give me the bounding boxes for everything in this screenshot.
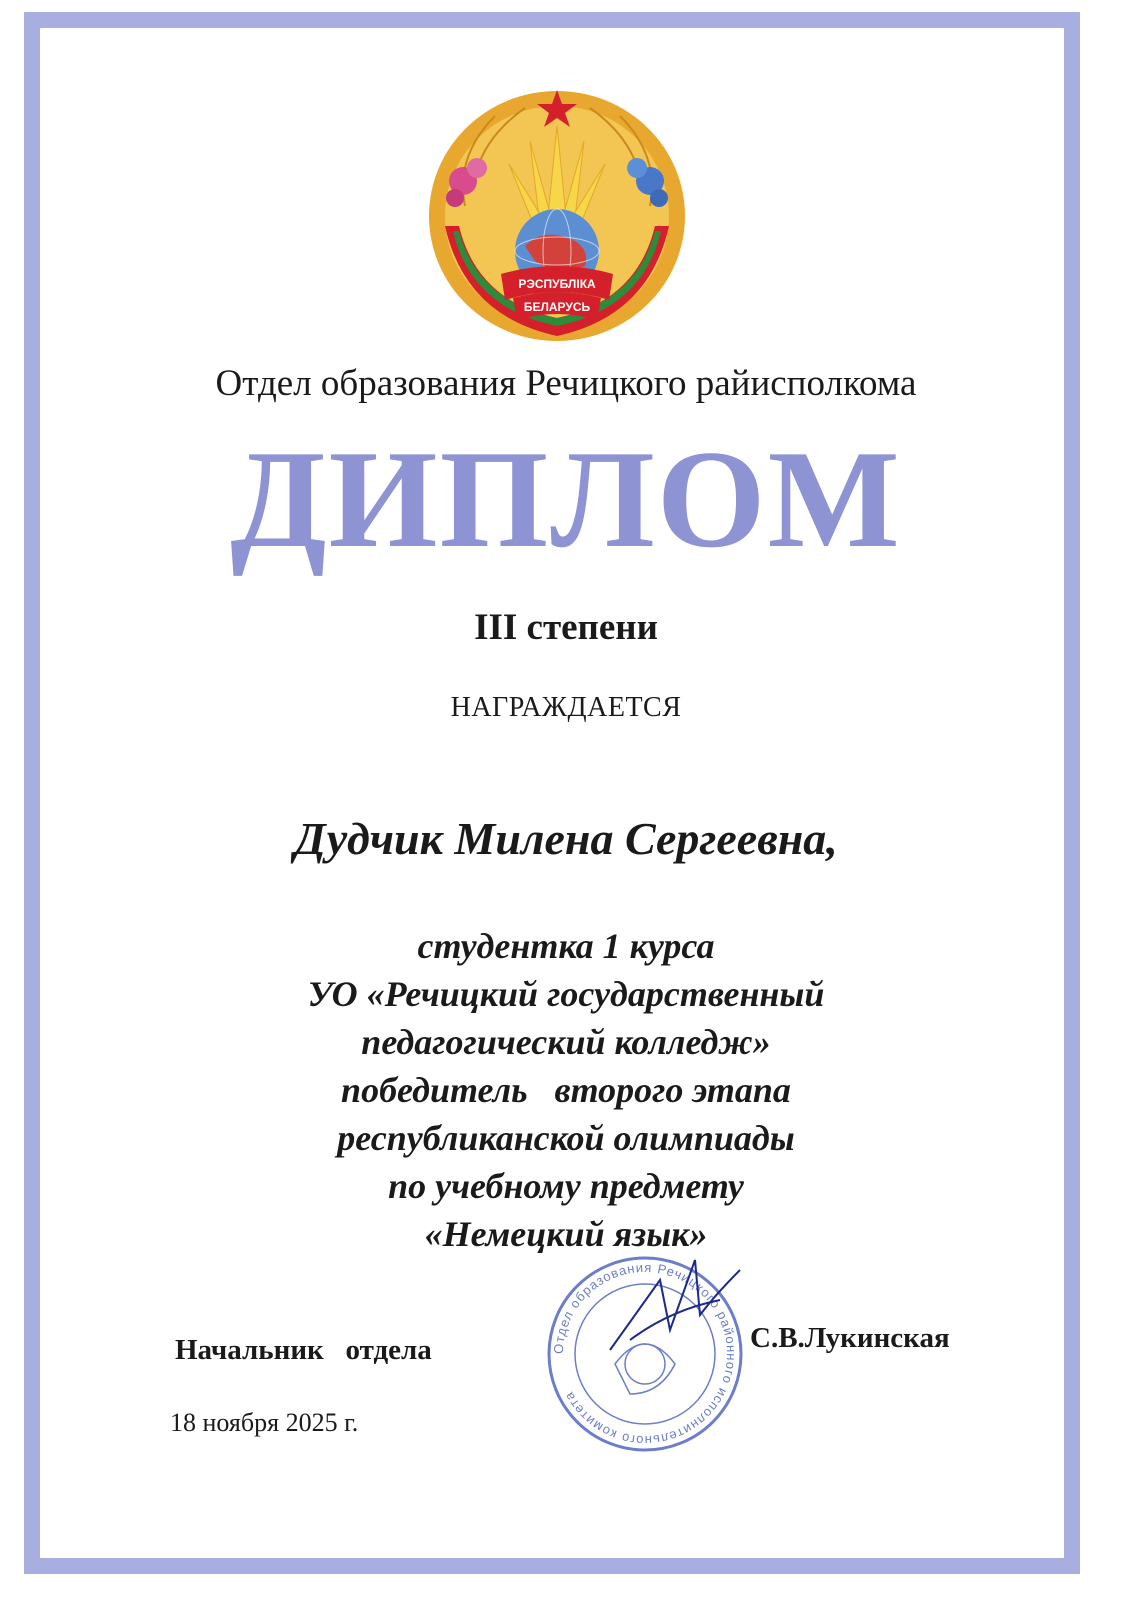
signer-name: С.В.Лукинская — [750, 1322, 950, 1354]
handwritten-signature — [600, 1240, 750, 1380]
detail-line: педагогический колледж» — [361, 1022, 771, 1062]
signer-position: Начальник отдела — [175, 1334, 432, 1366]
issue-date: 18 ноября 2025 г. — [170, 1408, 359, 1437]
detail-line: республиканской олимпиады — [337, 1118, 795, 1158]
organization-name: Отдел образования Речицкого райисполкома — [215, 363, 917, 404]
diploma-degree: III степени — [474, 607, 658, 648]
diploma-title: ДИПЛОМ — [230, 422, 902, 577]
emblem-ribbon-text-2: БЕЛАРУСЬ — [523, 300, 591, 314]
emblem-ribbon-text-1: РЭСПУБЛІКА — [518, 277, 596, 291]
stamp-text: Отдел образования Речицкого районного исполнительного комитета — [550, 1259, 740, 1449]
detail-line: победитель второго этапа — [341, 1070, 791, 1110]
detail-line: «Немецкий язык» — [424, 1214, 708, 1254]
state-emblem — [425, 86, 690, 346]
detail-line: студентка 1 курса — [417, 926, 715, 966]
recipient-name: Дудчик Милена Сергеевна, — [294, 813, 838, 864]
detail-line: по учебному предмету — [388, 1166, 744, 1206]
award-details — [0, 922, 1132, 1258]
awarded-label: НАГРАЖДАЕТСЯ — [450, 692, 682, 723]
detail-line: УО «Речицкий государственный — [307, 974, 825, 1014]
